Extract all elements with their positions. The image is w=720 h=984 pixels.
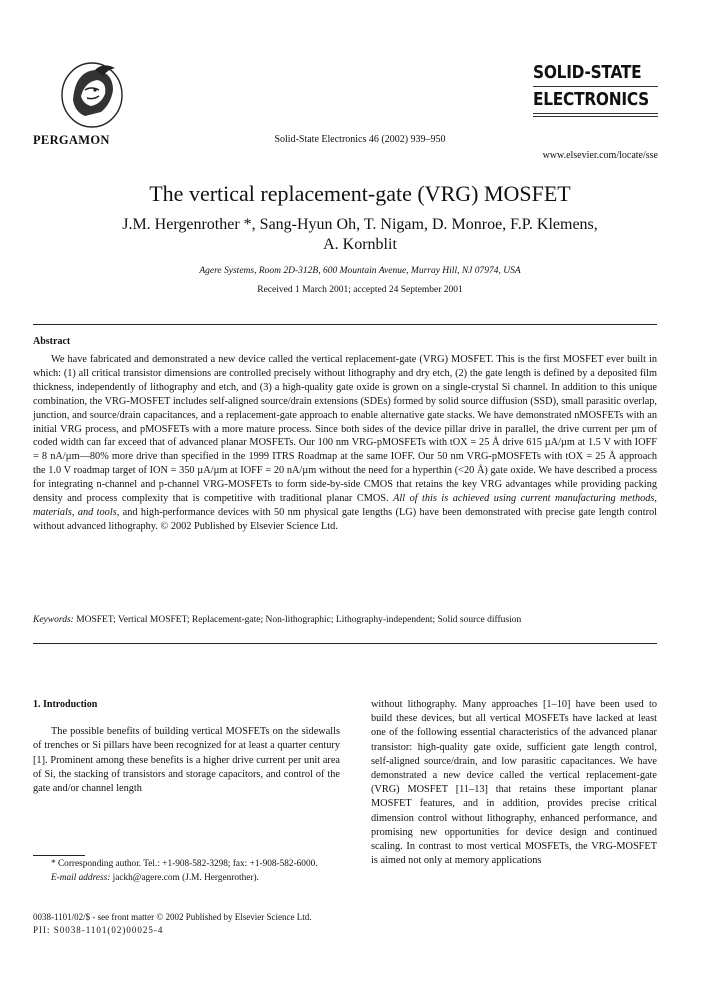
body-column-left [33, 698, 340, 796]
received-dates: Received 1 March 2001; accepted 24 September 2001 [257, 285, 463, 295]
journal-brand [533, 62, 658, 119]
section-heading: 1. Introduction [33, 699, 98, 710]
publisher-logo [55, 60, 130, 130]
abstract-body [33, 353, 657, 534]
body-column-right [371, 698, 657, 868]
copyright-line: 0038-1101/02/$ - see front matter © 2002 Published by Elsevier Science Ltd. [33, 912, 312, 922]
brand-rule [533, 116, 658, 117]
email-note [33, 872, 340, 886]
helmeted-head-emblem-icon [55, 60, 130, 130]
email-label: E-mail address: [51, 872, 111, 883]
publisher-name: PERGAMON [33, 133, 110, 147]
corresponding-author-note: * Corresponding author. Tel.: +1-908-582-3298; fax: +1-908-582-6000. [51, 859, 318, 869]
abstract-text: We have fabricated and demonstrated a new device called the vertical replacement-gate (VRG) MOSFET. This is the first MOSFET ever built in which: (1) all critical transistor dimensions are controlled precisely without lithography and dry etch, (2) the gate length is defined by a deposited film thickness, independently of lithography and etch, and (3) a high-quality gate oxide is grown on a single-crystal Si channel. In addition to this unique combination, the VRG-MOSFET includes self-aligned source/drain extensions (SDEs) formed by solid source diffusion (SSD), small parasitic overlap, junction, and source/drain capacitances, and a replacement-gate approach to enable alternative gate stacks. We have demonstrated nMOSFETs with an initial VRG process, and pMOSFETs with a more mature process. Since both sides of the device pillar drive in parallel, the drive current per µm of coded width can far exceed that of advanced planar MOSFETs. Our 100 nm VRG-pMOSFETs with tOX = 25 Å drive 615 µA/µm at 1.5 V with IOFF = 8 nA/µm—80% more drive than specified in the 1999 ITRS Roadmap at the same IOFF. Our 50 nm VRG-pMOSFETs with tOX = 25 Å approach the 1.0 V roadmap target of ION = 350 µA/µm at IOFF = 20 nA/µm without the need for a hyperthin (<20 Å) gate oxide. We have described a process for integrating n-channel and p-channel VRG-MOSFETs to form side-by-side CMOS that retains the key VRG advantages while providing packing density and process complexity that is competitive with traditional planar CMOS. [33, 354, 657, 505]
brand-rule [533, 86, 658, 87]
pii-line: PII: S0038-1101(02)00025-4 [33, 924, 164, 935]
footnote [33, 858, 340, 885]
abstract-italic-text: All of this is achieved using current manufacturing methods, materials, and tools, [33, 493, 657, 518]
keywords-list: MOSFET; Vertical MOSFET; Replacement-gate; Non-lithographic; Lithography-independent; Solid source diffusion [76, 615, 522, 625]
author-list [70, 215, 650, 255]
affiliation: Agere Systems, Room 2D-312B, 600 Mountain Avenue, Murray Hill, NJ 07974, USA [199, 266, 521, 276]
divider [33, 643, 657, 644]
author-line-2: A. Kornblit [323, 236, 397, 253]
body-paragraph: without lithography. Many approaches [1–10] have been used to build these devices, but all vertical MOSFETs have lacked at least one of the following essential characteristics of the advanced planar transistor: high-quality gate oxide, sufficient gate length control, self-aligned source/drain, and low parasitic capacitances. We have demonstrated a new device called the vertical replacement-gate (VRG) MOSFET [11–13] that retains these important planar MOSFET features, and in addition, provides precise critical dimension control without lithography, enhanced performance, and promising new opportunities for device design and continued scaling. In contrast to most vertical MOSFETs, the VRG-MOSFET is aimed not only at memory applications [371, 699, 657, 867]
abstract-text-end: and high-performance devices with 50 nm physical gate lengths (LG) have been demonstrated with precise gate length control without advanced lithography. © 2002 Published by Elsevier Science Ltd. [33, 506, 658, 532]
journal-url-link[interactable]: www.elsevier.com/locate/sse [542, 150, 658, 161]
front-matter [33, 911, 311, 936]
brand-rule [533, 113, 658, 114]
journal-citation: Solid-State Electronics 46 (2002) 939–950 [274, 134, 446, 145]
journal-brand-line1: SOLID-STATE [533, 63, 642, 83]
body-paragraph: The possible benefits of building vertical MOSFETs on the sidewalls of trenches or Si pillars have been recognized for at least a quarter century [1]. Prominent among these benefits is a higher drive current per unit area of Si, the stacking of transistors and storage capacitors, and control of the gate and/or channel length [33, 726, 340, 795]
footnote-rule [33, 855, 85, 856]
paper-title: The vertical replacement-gate (VRG) MOSFET [149, 181, 571, 206]
keywords [33, 615, 657, 625]
divider [33, 324, 657, 325]
journal-brand-line2: ELECTRONICS [533, 90, 650, 110]
abstract-heading: Abstract [33, 336, 71, 347]
email-address-link[interactable]: jackh@agere.com (J.M. Hergenrother). [112, 872, 259, 883]
author-line-1: J.M. Hergenrother *, Sang-Hyun Oh, T. Nigam, D. Monroe, F.P. Klemens, [122, 216, 598, 233]
keywords-label: Keywords: [33, 615, 74, 625]
